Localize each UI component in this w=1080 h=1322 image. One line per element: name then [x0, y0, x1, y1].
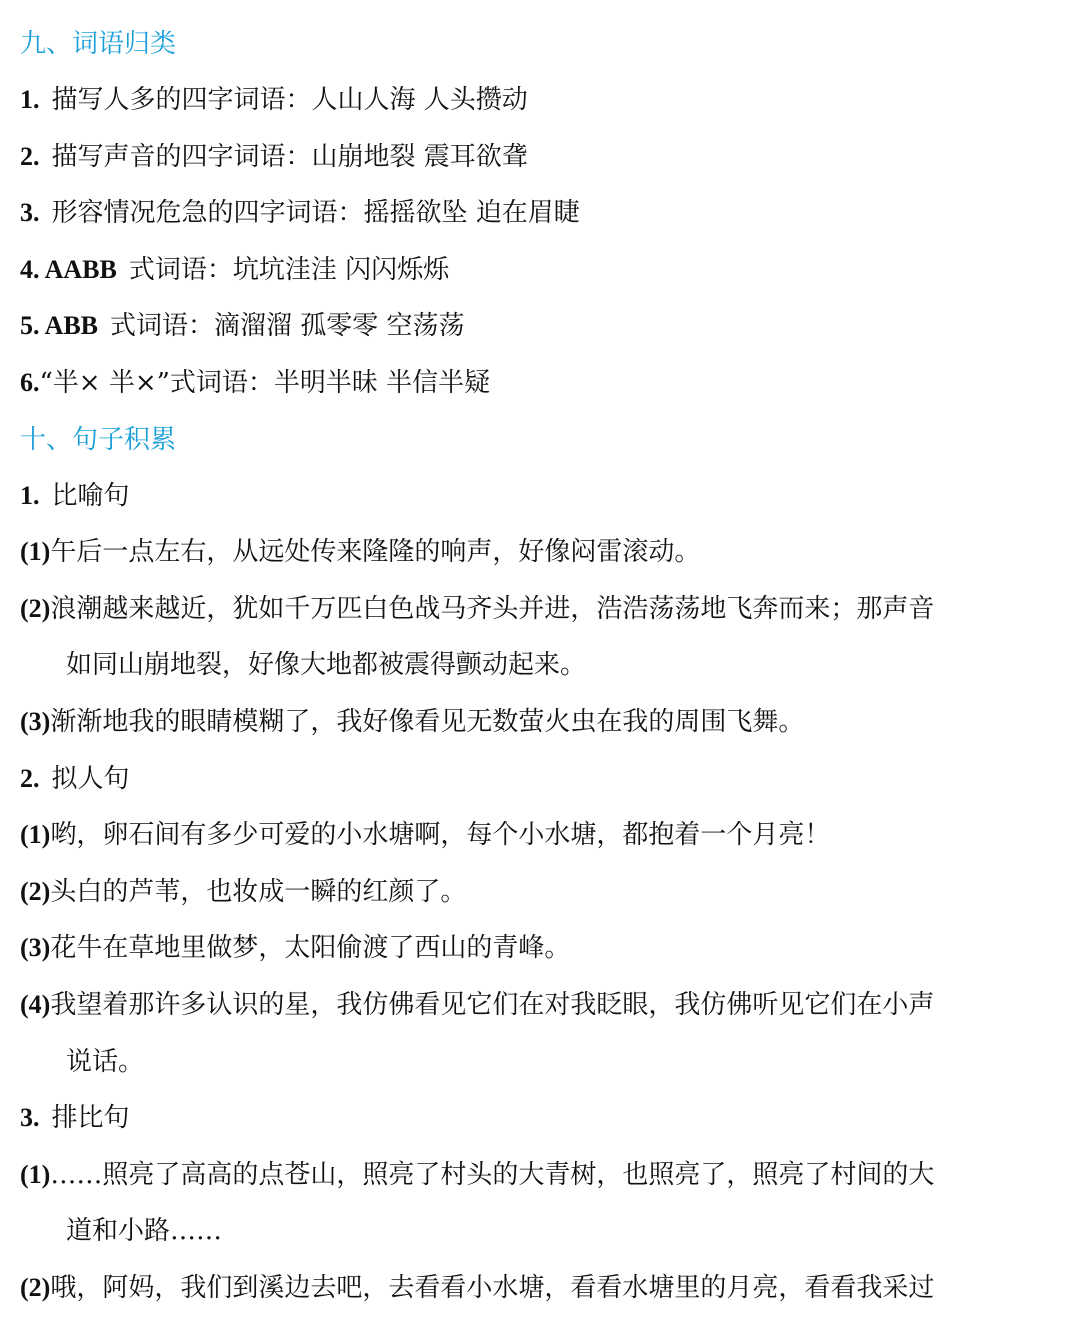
list-item — [20, 298, 1056, 355]
list-item — [20, 129, 1056, 186]
item-text: 形容情况危急的四字词语：摇摇欲坠 迫在眉睫 — [51, 198, 580, 229]
item-number: 6. — [20, 367, 40, 397]
sentence — [20, 807, 1056, 864]
item-number: 5. ABB — [20, 311, 99, 341]
sentence — [20, 581, 1056, 638]
sentence-number: (3) — [20, 706, 51, 736]
group-heading — [20, 1090, 1056, 1147]
section-title-10: 十、句子积累 — [20, 424, 177, 455]
item-text: 描写人多的四字词语：人山人海 人头攒动 — [51, 85, 528, 115]
sentence-number: (1) — [20, 820, 51, 850]
item-text: 式词语：坑坑洼洼 闪闪烁烁 — [128, 254, 450, 285]
item-number: 3. — [20, 198, 40, 228]
section-title-9: 九、词语归类 — [20, 29, 177, 59]
sentence — [20, 1147, 1056, 1204]
sentence-number: (2) — [20, 593, 51, 623]
sentence-text: 浪潮越来越近，犹如千万匹白色战马齐头并进，浩浩荡荡地飞奔而来；那声音 — [50, 593, 935, 624]
item-number: 1. — [20, 85, 40, 114]
sentence-text: 午后一点左右，从远处传来隆隆的响声，好像闷雷滚动。 — [50, 537, 701, 568]
item-text: 式词语：滴溜溜 孤零零 空荡荡 — [110, 311, 465, 342]
group-number: 3. — [20, 1103, 40, 1133]
sentence — [20, 524, 1056, 581]
sentence-number: (3) — [20, 933, 51, 963]
sentence-number: (2) — [20, 876, 51, 906]
group-number: 2. — [20, 763, 40, 793]
group-heading — [20, 751, 1056, 808]
sentence-number: (1) — [20, 537, 51, 567]
sentence-number: (4) — [20, 989, 51, 1019]
group-number: 1. — [20, 480, 40, 510]
sentence-number: (2) — [20, 1272, 51, 1302]
sentence-continuation: 如同山崩地裂，好像大地都被震得颤动起来。 — [66, 650, 587, 681]
group-label: 排比句 — [51, 1103, 130, 1134]
list-item — [20, 242, 1056, 299]
sentence — [20, 1260, 1056, 1317]
item-number: 4. AABB — [20, 254, 117, 284]
sentence-continuation: 道和小路…… — [66, 1216, 223, 1247]
sentence — [20, 694, 1056, 751]
sentence-text: 花牛在草地里做梦，太阳偷渡了西山的青峰。 — [50, 933, 571, 964]
list-item — [20, 72, 1056, 129]
sentence — [20, 977, 1056, 1034]
sentence-text: ……照亮了高高的点苍山，照亮了村头的大青树，也照亮了，照亮了村间的大 — [50, 1159, 935, 1190]
sentence-number: (1) — [20, 1159, 51, 1189]
sentence — [20, 864, 1056, 921]
list-item — [20, 355, 1056, 412]
sentence — [20, 920, 1056, 977]
list-item — [20, 185, 1056, 242]
item-text: “半× 半×”式词语：半明半昧 半信半疑 — [39, 367, 491, 398]
group-label: 拟人句 — [51, 763, 130, 794]
group-label: 比喻句 — [51, 480, 130, 511]
sentence-text: 哟，卵石间有多少可爱的小水塘啊，每个小水塘，都抱着一个月亮！ — [50, 820, 831, 851]
item-text: 描写声音的四字词语：山崩地裂 震耳欲聋 — [51, 141, 528, 172]
group-heading — [20, 468, 1056, 525]
sentence-text: 渐渐地我的眼睛模糊了，我好像看见无数萤火虫在我的周围飞舞。 — [50, 706, 805, 737]
sentence-text: 哦，阿妈，我们到溪边去吧，去看看小水塘，看看水塘里的月亮，看看我采过 — [50, 1272, 935, 1303]
sentence-text: 头白的芦苇，也妆成一瞬的红颜了。 — [50, 876, 467, 907]
item-number: 2. — [20, 141, 40, 171]
sentence-text: 我望着那许多认识的星，我仿佛看见它们在对我眨眼，我仿佛听见它们在小声 — [50, 989, 935, 1020]
sentence-continuation: 说话。 — [66, 1046, 145, 1077]
